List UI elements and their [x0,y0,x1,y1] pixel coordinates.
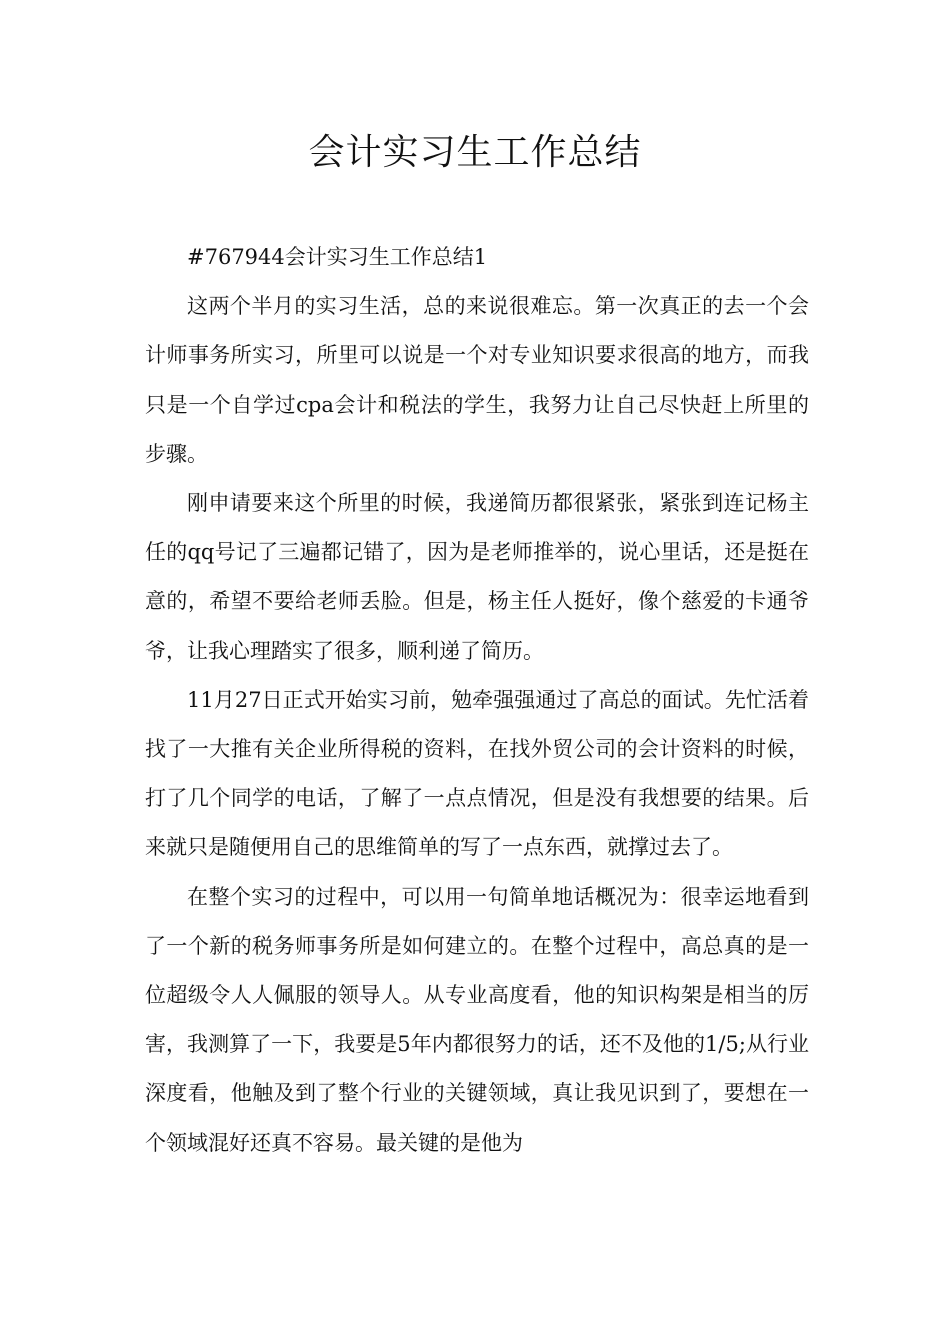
paragraph-1: 这两个半月的实习生活，总的来说很难忘。第一次真正的去一个会计师事务所实习，所里可以说是一个对专业知识要求很高的地方，而我只是一个自学过cpa会计和税法的学生，我努力让自己尽快赶上所里的步骤。 [145,294,809,466]
paragraph-4: 在整个实习的过程中，可以用一句简单地话概况为：很幸运地看到了一个新的税务师事务所是如何建立的。在整个过程中，高总真的是一位超级令人人佩服的领导人。从专业高度看，他的知识构架是相当的厉害，我测算了一下，我要是5年内都很努力的话，还不及他的1/5;从行业深度看，他触及到了整个行业的关键领域，真让我见识到了，要想在一个领域混好还真不容易。最关键的是他为 [145,884,809,1155]
paragraph-3: 11月27日正式开始实习前，勉牵强强通过了高总的面试。先忙活着找了一大推有关企业所得税的资料，在找外贸公司的会计资料的时候，打了几个同学的电话，了解了一点点情况，但是没有我想要的结果。后来就只是随便用自己的思维简单的写了一点东西，就撑过去了。 [145,687,809,860]
document-body [145,233,809,1168]
document-title: 会计实习生工作总结 [308,132,642,173]
document-subtitle: #767944会计实习生工作总结1 [187,245,488,269]
paragraph-2: 刚申请要来这个所里的时候，我递简历都很紧张，紧张到连记杨主任的qq号记了三遍都记错了，因为是老师推举的，说心里话，还是挺在意的，希望不要给老师丢脸。但是，杨主任人挺好，像个慈爱的卡通爷爷，让我心理踏实了很多，顺利递了简历。 [145,491,809,663]
